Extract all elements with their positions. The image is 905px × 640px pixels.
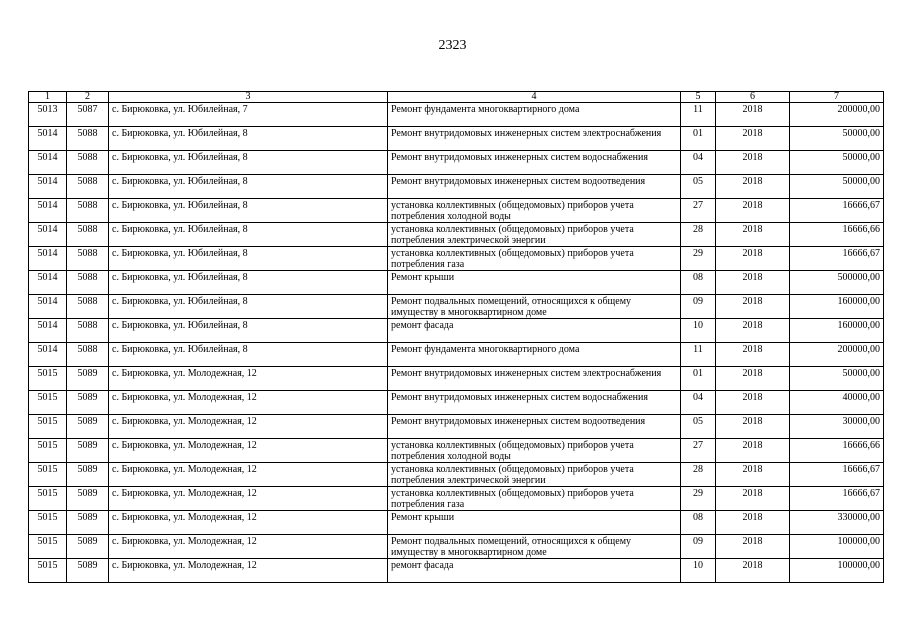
table-row bbox=[29, 487, 884, 511]
table-row bbox=[29, 343, 884, 367]
cell-record-id: 5014 bbox=[29, 247, 67, 271]
cell-work-code: 01 bbox=[681, 127, 716, 151]
cell-work-type: установка коллективных (общедомовых) приборов учета потребления электрической энергии bbox=[388, 223, 681, 247]
cell-record-id: 5014 bbox=[29, 319, 67, 343]
cell-house-id: 5089 bbox=[67, 535, 109, 559]
table-row bbox=[29, 103, 884, 127]
cell-house-id: 5088 bbox=[67, 271, 109, 295]
table-header bbox=[29, 92, 884, 103]
cell-work-type: Ремонт внутридомовых инженерных систем электроснабжения bbox=[388, 367, 681, 391]
cell-work-type: установка коллективных (общедомовых) приборов учета потребления газа bbox=[388, 487, 681, 511]
cell-record-id: 5015 bbox=[29, 415, 67, 439]
cell-work-code: 09 bbox=[681, 535, 716, 559]
cell-address: с. Бирюковка, ул. Юбилейная, 8 bbox=[109, 151, 388, 175]
cell-work-code: 09 bbox=[681, 295, 716, 319]
table-row bbox=[29, 175, 884, 199]
cell-address: с. Бирюковка, ул. Юбилейная, 8 bbox=[109, 127, 388, 151]
table-row bbox=[29, 127, 884, 151]
cell-house-id: 5089 bbox=[67, 415, 109, 439]
cell-amount: 16666,67 bbox=[790, 247, 884, 271]
cell-work-code: 04 bbox=[681, 151, 716, 175]
cell-work-code: 10 bbox=[681, 319, 716, 343]
cell-record-id: 5013 bbox=[29, 103, 67, 127]
cell-house-id: 5088 bbox=[67, 199, 109, 223]
cell-house-id: 5089 bbox=[67, 511, 109, 535]
cell-work-code: 11 bbox=[681, 343, 716, 367]
cell-house-id: 5089 bbox=[67, 367, 109, 391]
cell-work-type: Ремонт крыши bbox=[388, 271, 681, 295]
table-row bbox=[29, 511, 884, 535]
cell-amount: 30000,00 bbox=[790, 415, 884, 439]
cell-house-id: 5088 bbox=[67, 175, 109, 199]
cell-amount: 200000,00 bbox=[790, 103, 884, 127]
column-header-6: 6 bbox=[716, 92, 790, 103]
cell-amount: 50000,00 bbox=[790, 367, 884, 391]
cell-address: с. Бирюковка, ул. Молодежная, 12 bbox=[109, 415, 388, 439]
table-row bbox=[29, 391, 884, 415]
cell-house-id: 5088 bbox=[67, 295, 109, 319]
cell-address: с. Бирюковка, ул. Молодежная, 12 bbox=[109, 463, 388, 487]
cell-work-code: 08 bbox=[681, 271, 716, 295]
cell-record-id: 5015 bbox=[29, 367, 67, 391]
cell-work-code: 05 bbox=[681, 175, 716, 199]
cell-work-type: установка коллективных (общедомовых) приборов учета потребления холодной воды bbox=[388, 199, 681, 223]
cell-year: 2018 bbox=[716, 223, 790, 247]
cell-record-id: 5014 bbox=[29, 271, 67, 295]
column-header-3: 3 bbox=[109, 92, 388, 103]
header-row bbox=[29, 92, 884, 103]
table-row bbox=[29, 199, 884, 223]
cell-work-type: Ремонт подвальных помещений, относящихся к общему имуществу в многоквартирном доме bbox=[388, 295, 681, 319]
cell-record-id: 5014 bbox=[29, 151, 67, 175]
column-header-7: 7 bbox=[790, 92, 884, 103]
cell-year: 2018 bbox=[716, 127, 790, 151]
cell-year: 2018 bbox=[716, 343, 790, 367]
cell-record-id: 5015 bbox=[29, 559, 67, 583]
cell-address: с. Бирюковка, ул. Юбилейная, 8 bbox=[109, 295, 388, 319]
cell-work-code: 10 bbox=[681, 559, 716, 583]
cell-address: с. Бирюковка, ул. Юбилейная, 8 bbox=[109, 271, 388, 295]
column-header-2: 2 bbox=[67, 92, 109, 103]
cell-work-type: Ремонт внутридомовых инженерных систем водоотведения bbox=[388, 415, 681, 439]
cell-address: с. Бирюковка, ул. Юбилейная, 8 bbox=[109, 247, 388, 271]
column-header-4: 4 bbox=[388, 92, 681, 103]
cell-amount: 16666,67 bbox=[790, 487, 884, 511]
page-number: 2323 bbox=[438, 38, 467, 53]
cell-work-code: 28 bbox=[681, 223, 716, 247]
repair-register-table bbox=[28, 91, 884, 583]
cell-year: 2018 bbox=[716, 415, 790, 439]
cell-record-id: 5015 bbox=[29, 439, 67, 463]
cell-house-id: 5089 bbox=[67, 463, 109, 487]
cell-work-code: 29 bbox=[681, 247, 716, 271]
cell-record-id: 5015 bbox=[29, 463, 67, 487]
cell-record-id: 5015 bbox=[29, 391, 67, 415]
cell-amount: 330000,00 bbox=[790, 511, 884, 535]
cell-year: 2018 bbox=[716, 391, 790, 415]
cell-amount: 160000,00 bbox=[790, 295, 884, 319]
cell-work-code: 05 bbox=[681, 415, 716, 439]
cell-amount: 100000,00 bbox=[790, 535, 884, 559]
cell-year: 2018 bbox=[716, 295, 790, 319]
cell-amount: 16666,67 bbox=[790, 199, 884, 223]
column-header-1: 1 bbox=[29, 92, 67, 103]
table-row bbox=[29, 223, 884, 247]
cell-record-id: 5015 bbox=[29, 511, 67, 535]
cell-amount: 40000,00 bbox=[790, 391, 884, 415]
cell-address: с. Бирюковка, ул. Юбилейная, 7 bbox=[109, 103, 388, 127]
cell-work-type: установка коллективных (общедомовых) приборов учета потребления холодной воды bbox=[388, 439, 681, 463]
table-row bbox=[29, 535, 884, 559]
table-row bbox=[29, 151, 884, 175]
cell-record-id: 5014 bbox=[29, 127, 67, 151]
cell-address: с. Бирюковка, ул. Юбилейная, 8 bbox=[109, 223, 388, 247]
cell-address: с. Бирюковка, ул. Молодежная, 12 bbox=[109, 439, 388, 463]
cell-house-id: 5088 bbox=[67, 223, 109, 247]
table-row bbox=[29, 295, 884, 319]
cell-amount: 100000,00 bbox=[790, 559, 884, 583]
table-row bbox=[29, 271, 884, 295]
cell-amount: 500000,00 bbox=[790, 271, 884, 295]
cell-house-id: 5088 bbox=[67, 247, 109, 271]
cell-work-type: Ремонт внутридомовых инженерных систем электроснабжения bbox=[388, 127, 681, 151]
cell-address: с. Бирюковка, ул. Молодежная, 12 bbox=[109, 487, 388, 511]
cell-amount: 16666,66 bbox=[790, 439, 884, 463]
cell-amount: 50000,00 bbox=[790, 151, 884, 175]
cell-year: 2018 bbox=[716, 175, 790, 199]
cell-work-type: ремонт фасада bbox=[388, 559, 681, 583]
cell-work-type: Ремонт внутридомовых инженерных систем водоснабжения bbox=[388, 151, 681, 175]
cell-work-type: Ремонт внутридомовых инженерных систем водоснабжения bbox=[388, 391, 681, 415]
cell-house-id: 5089 bbox=[67, 487, 109, 511]
cell-address: с. Бирюковка, ул. Молодежная, 12 bbox=[109, 367, 388, 391]
table-row bbox=[29, 247, 884, 271]
cell-work-code: 27 bbox=[681, 199, 716, 223]
table-row bbox=[29, 559, 884, 583]
cell-house-id: 5088 bbox=[67, 343, 109, 367]
cell-address: с. Бирюковка, ул. Молодежная, 12 bbox=[109, 391, 388, 415]
cell-address: с. Бирюковка, ул. Молодежная, 12 bbox=[109, 535, 388, 559]
cell-house-id: 5087 bbox=[67, 103, 109, 127]
cell-work-type: ремонт фасада bbox=[388, 319, 681, 343]
cell-record-id: 5015 bbox=[29, 487, 67, 511]
cell-address: с. Бирюковка, ул. Юбилейная, 8 bbox=[109, 343, 388, 367]
cell-house-id: 5088 bbox=[67, 319, 109, 343]
cell-amount: 50000,00 bbox=[790, 127, 884, 151]
cell-address: с. Бирюковка, ул. Юбилейная, 8 bbox=[109, 319, 388, 343]
table-row bbox=[29, 439, 884, 463]
table-row bbox=[29, 415, 884, 439]
cell-year: 2018 bbox=[716, 319, 790, 343]
cell-record-id: 5014 bbox=[29, 343, 67, 367]
cell-amount: 160000,00 bbox=[790, 319, 884, 343]
cell-amount: 16666,66 bbox=[790, 223, 884, 247]
cell-year: 2018 bbox=[716, 247, 790, 271]
cell-year: 2018 bbox=[716, 103, 790, 127]
cell-house-id: 5088 bbox=[67, 127, 109, 151]
cell-work-code: 29 bbox=[681, 487, 716, 511]
cell-year: 2018 bbox=[716, 151, 790, 175]
cell-record-id: 5014 bbox=[29, 175, 67, 199]
cell-work-code: 01 bbox=[681, 367, 716, 391]
cell-year: 2018 bbox=[716, 487, 790, 511]
cell-address: с. Бирюковка, ул. Юбилейная, 8 bbox=[109, 175, 388, 199]
table-row bbox=[29, 367, 884, 391]
cell-year: 2018 bbox=[716, 535, 790, 559]
cell-work-code: 08 bbox=[681, 511, 716, 535]
cell-record-id: 5014 bbox=[29, 295, 67, 319]
cell-work-type: Ремонт внутридомовых инженерных систем водоотведения bbox=[388, 175, 681, 199]
cell-work-code: 11 bbox=[681, 103, 716, 127]
cell-house-id: 5088 bbox=[67, 151, 109, 175]
cell-address: с. Бирюковка, ул. Юбилейная, 8 bbox=[109, 199, 388, 223]
cell-amount: 50000,00 bbox=[790, 175, 884, 199]
cell-year: 2018 bbox=[716, 199, 790, 223]
cell-work-type: Ремонт подвальных помещений, относящихся к общему имуществу в многоквартирном доме bbox=[388, 535, 681, 559]
cell-amount: 16666,67 bbox=[790, 463, 884, 487]
table-body bbox=[29, 103, 884, 583]
cell-address: с. Бирюковка, ул. Молодежная, 12 bbox=[109, 511, 388, 535]
cell-work-type: Ремонт крыши bbox=[388, 511, 681, 535]
cell-work-type: установка коллективных (общедомовых) приборов учета потребления газа bbox=[388, 247, 681, 271]
cell-record-id: 5014 bbox=[29, 223, 67, 247]
cell-year: 2018 bbox=[716, 559, 790, 583]
cell-house-id: 5089 bbox=[67, 559, 109, 583]
cell-record-id: 5014 bbox=[29, 199, 67, 223]
cell-house-id: 5089 bbox=[67, 391, 109, 415]
cell-work-type: установка коллективных (общедомовых) приборов учета потребления электрической энергии bbox=[388, 463, 681, 487]
cell-record-id: 5015 bbox=[29, 535, 67, 559]
cell-work-code: 28 bbox=[681, 463, 716, 487]
cell-year: 2018 bbox=[716, 463, 790, 487]
cell-year: 2018 bbox=[716, 439, 790, 463]
cell-work-type: Ремонт фундамента многоквартирного дома bbox=[388, 343, 681, 367]
cell-year: 2018 bbox=[716, 271, 790, 295]
cell-year: 2018 bbox=[716, 367, 790, 391]
cell-work-type: Ремонт фундамента многоквартирного дома bbox=[388, 103, 681, 127]
column-header-5: 5 bbox=[681, 92, 716, 103]
cell-amount: 200000,00 bbox=[790, 343, 884, 367]
cell-work-code: 27 bbox=[681, 439, 716, 463]
cell-year: 2018 bbox=[716, 511, 790, 535]
cell-address: с. Бирюковка, ул. Молодежная, 12 bbox=[109, 559, 388, 583]
cell-work-code: 04 bbox=[681, 391, 716, 415]
table-row bbox=[29, 463, 884, 487]
table-row bbox=[29, 319, 884, 343]
cell-house-id: 5089 bbox=[67, 439, 109, 463]
